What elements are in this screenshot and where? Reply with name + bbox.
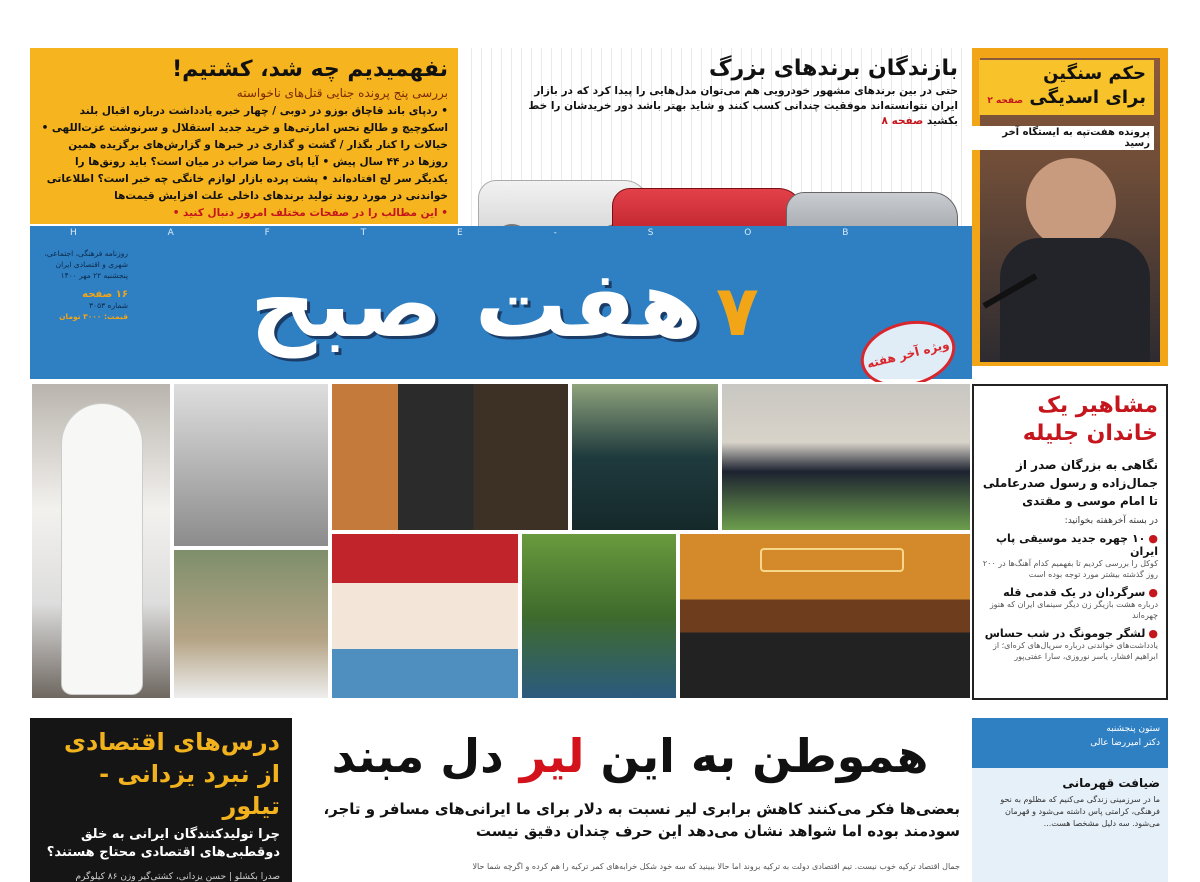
asadbeigi-title-line1: حکم سنگین — [1043, 63, 1146, 84]
teaser-subtitle: بررسی پنج پرونده جنایی قتل‌های ناخواسته — [236, 86, 448, 100]
column-label: ستون پنجشنبه — [1106, 724, 1160, 734]
column-header — [972, 718, 1168, 768]
photo-actors-street[interactable] — [330, 382, 570, 532]
figure-silhouette — [62, 404, 142, 694]
cars-body-text: حتی در بین برندهای مشهور خودرویی هم می‌توان مدل‌هایی را پیدا کرد که در بازار ایران نتوانسته‌اند موفقیت چندانی کسب کنند و شاید بهتر باشد دور خریدشان را خط بکشید — [528, 85, 958, 127]
asadbeigi-title-line2-wrap — [987, 86, 1146, 113]
main-headline[interactable] — [300, 724, 960, 794]
masthead-info-line: روزنامه فرهنگی، اجتماعی، — [44, 249, 128, 258]
column-body: ما در سرزمینی زندگی می‌کنیم که مظلوم به نحو فرهنگی، کرامتی پاس داشته می‌شود و قهرمان می‌شود. سه دلیل مشخصا هست... — [1000, 795, 1160, 828]
celebs-item[interactable] — [982, 532, 1158, 580]
photo-period-drama[interactable] — [520, 532, 678, 700]
teaser-body: • ردپای باند قاچاق بوزو در دوبی / چهار خبره یادداشت درباره اقبال بلند اسکوچیچ و طالع نحس امارتی‌ها و خرید جدید استقلال و سرنوشت عزت‌اللهی • خیالات را کنار بگذار / گشت و گذاری در خبرها و گزارش‌های برگزیده همین روزها در ۴۴ سال پیش • آیا پای رضا ضراب در میان است؟ باید رونق‌ها را یکدیگر سر لج افتاده‌اند • پشت پرده بازار لوازم خانگی چه خبر است؟ اطلاعاتی خواندنی در مورد روند تولید برندهای داخلی علت افزایش قیمت‌ها — [41, 105, 448, 202]
masthead-issue: شماره ۳۰۵۳ — [89, 301, 128, 310]
masthead-info-line: شهری و اقتصادی ایران — [55, 260, 128, 269]
logo-number: ۷ — [716, 270, 759, 352]
cars-body — [518, 84, 958, 129]
asadbeigi-caption: پرونده هفت‌تپه به ایستگاه آخر رسید — [972, 126, 1154, 150]
celebs-item-title — [982, 627, 1158, 640]
headline-highlight: لیر — [519, 729, 585, 783]
celebs-subtitle: نگاهی به بزرگان صدر از جمال‌زاده و رسول صدرعاملی تا امام موسی و مقتدی — [982, 458, 1158, 508]
masthead-info — [38, 248, 128, 322]
newspaper-logo[interactable]: هفت صبح — [250, 251, 703, 358]
photo-clerics-poster[interactable] — [678, 532, 972, 700]
celebs-item-title-text: لشگر جومونگ در شب حساس — [984, 627, 1146, 640]
economic-byline: صدرا بکشلو | حسن یزدانی، کشتی‌گیر وزن ۸۶ کیلوگرم — [75, 872, 280, 882]
bullet-icon: ● — [1148, 586, 1158, 599]
celebs-feature-box[interactable] — [972, 384, 1168, 700]
photo-man-stadium[interactable] — [720, 382, 972, 532]
celebs-item-title-text: ۱۰ چهره جدید موسیقی پاپ ایران — [995, 532, 1158, 558]
teaser-box-economic-lessons[interactable] — [30, 718, 292, 882]
teaser-box-car-brands[interactable] — [462, 48, 970, 244]
photo-korean-drama[interactable] — [330, 532, 520, 700]
column-author: دکتر امیررضا عالی — [1090, 738, 1160, 748]
photo-collage — [30, 382, 972, 700]
celebs-item-desc: درباره هشت بازیگر زن دیگر سینمای ایران که هنوز چهره‌اند — [989, 600, 1158, 620]
teaser-link[interactable]: • این مطالب را در صفحات مختلف امروز دنبال کنید • — [172, 207, 448, 219]
celebs-item-title — [982, 586, 1158, 599]
economic-title-line1: درس‌های اقتصادی — [64, 728, 280, 756]
celebs-item-desc: یادداشت‌های خواندنی درباره سریال‌های کره‌ای؛ از ابراهیم افشار، یاسر نوروزی، سارا عفتی‌پور — [992, 641, 1158, 661]
economic-title-line2: از نبرد یزدانی - تیلور — [99, 760, 280, 820]
celebs-item[interactable] — [982, 586, 1158, 621]
masthead-date: پنجشنبه ۲۲ مهر ۱۴۰۰ — [60, 271, 128, 280]
cars-title: بازندگان برندهای بزرگ — [708, 56, 958, 81]
celebs-intro: در بسته آخرهفته بخوانید: — [1064, 516, 1158, 526]
teaser-box-asadbeigi[interactable] — [972, 48, 1168, 366]
main-lead: بعضی‌ها فکر می‌کنند کاهش برابری لیر نسبت به دلار برای ما ایرانی‌های مسافر و تاجر، سودمند بوده اما شواهد نشان می‌دهد این حرف چندان دقیق نیست — [323, 800, 960, 840]
bullet-icon: ● — [1148, 627, 1158, 640]
masthead-band: H A F T E - S O B — [30, 226, 972, 241]
asadbeigi-page-ref[interactable]: صفحه ۲ — [987, 96, 1024, 106]
celebs-item-title-text: سرگردان در یک قدمی قله — [1003, 586, 1146, 599]
teaser-box-accidental-murders[interactable] — [30, 48, 458, 224]
asadbeigi-title — [979, 60, 1154, 115]
headline-part2: دل مبند — [331, 729, 504, 783]
speaker-figure — [1026, 158, 1116, 248]
weekend-special-stamp: ویژه آخر هفته — [854, 311, 963, 396]
thursday-column-box[interactable] — [972, 718, 1168, 882]
speaker-suit — [1000, 238, 1150, 362]
column-title: ضیافت قهرمانی — [1062, 776, 1160, 790]
photo-group-dinner[interactable] — [172, 548, 330, 700]
headline-part1: هموطن به این — [600, 729, 929, 783]
asadbeigi-title-line2: برای اسدیگی — [1029, 87, 1146, 108]
economic-subtitle: چرا تولیدکنندگان ایرانی به خلق دوقطبی‌های اقتصادی محتاج هستند؟ — [46, 827, 280, 860]
masthead-price: قیمت: ۳۰۰۰ تومان — [59, 312, 128, 321]
celebs-item-title — [982, 532, 1158, 558]
photo-old-family-bw[interactable] — [172, 382, 330, 548]
teaser-title: نفهمیدیم چه شد، کشتیم! — [172, 57, 448, 82]
main-story-columns: جمال اقتصاد ترکیه خوب نیست. تیم اقتصادی دولت به ترکیه بروند اما حالا ببینید که سه خود شکل خرابه‌های کمر ترکیه را هم کرده و اگرچه شما حالا — [472, 862, 960, 871]
poster-calligraphy — [760, 548, 904, 572]
celebs-title: مشاهیر یک خاندان جلیله — [1022, 393, 1158, 446]
cars-page-ref[interactable]: صفحه ۸ — [881, 115, 924, 127]
bullet-icon: ● — [1148, 532, 1158, 545]
celebs-item[interactable] — [982, 627, 1158, 662]
photo-man-sunglasses[interactable] — [570, 382, 720, 532]
celebs-item-desc: کوکل را بررسی کردیم تا بفهمیم کدام آهنگ‌ها در ۲۰۰ روز گذشته بیشتر مورد توجه بوده است — [982, 559, 1158, 579]
masthead-pages: ۱۶ صفحه — [82, 289, 128, 300]
photo-woman-white-coat[interactable] — [30, 382, 172, 700]
